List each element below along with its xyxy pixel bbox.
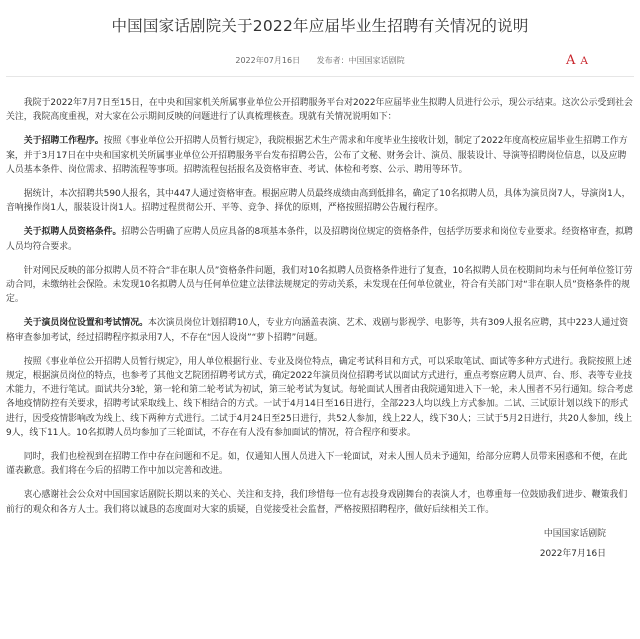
- signature-date: 2022年7月16日: [539, 549, 606, 560]
- signature-org: 中国国家话剧院: [543, 528, 606, 539]
- article-meta: [0, 55, 640, 66]
- paragraph-non-employed: 针对网民反映的部分拟聘人员不符合“非在职人员”资格条件问题，我们对10名拟聘人员资格条件进行了复查，10名拟聘人员在校期间均未与任何单位签订劳动合同，未缴纳社会保险。未发现10名拟聘人员与任何单位建立法律法规规定的劳动关系，未发现在任何单位就业，符合有关部门对“非在职人员”资格条件的规定。: [6, 265, 633, 305]
- publisher: 发布者：中国国家话剧院: [316, 56, 405, 65]
- font-shrink-button[interactable]: A: [580, 55, 588, 67]
- divider: [6, 76, 634, 77]
- paragraph-statistics: 据统计，本次招聘共590人报名，其中447人通过资格审查。根据应聘人员最终成绩由高到低排名，确定了10名拟聘人员，具体为演员岗7人，导演岗1人，音响操作岗1人，服装设计岗1人。招聘过程贯彻公开、平等、竞争、择优的原则，严格按照招聘公告履行程序。: [6, 189, 631, 214]
- paragraph-intro: 我院于2022年7月7日至15日，在中央和国家机关所属事业单位公开招聘服务平台对2022年应届毕业生拟聘人员进行公示，现公示结束。这次公示受到社会关注，我院高度重视，对大家在公示期间反映的问题进行了认真梳理核查。现就有关情况说明如下：: [6, 98, 633, 123]
- paragraph-shortcomings: 同时，我们也检视到在招聘工作中存在问题和不足。如，仅通知人围人员进入下一轮面试，对未人围人员未予通知，给部分应聘人员带来困惑和不便，在此谨表歉意。我们将在今后的招聘工作中加以完善和改进。: [6, 452, 628, 477]
- paragraph-thanks: 衷心感谢社会公众对中国国家话剧院长期以来的关心、关注和支持，我们珍惜每一位有志投身戏剧舞台的表演人才，也尊重每一位鼓励我们进步、鞭策我们前行的观众和各方人士。我们将以诚恳的态度面对大家的质疑，自觉接受社会监督，严格按照招聘程序，做好后续相关工作。: [6, 490, 628, 515]
- page-title: 中国国家话剧院关于2022年应届毕业生招聘有关情况的说明: [111, 17, 529, 35]
- article-body: [6, 96, 634, 561]
- font-enlarge-button[interactable]: A: [566, 53, 576, 68]
- paragraph-procedure: 关于招聘工作程序。按照《事业单位公开招聘人员暂行规定》，我院根据艺术生产需求和年度毕业生接收计划，制定了2022年度高校应届毕业生招聘工作方案，并于3月17日在中央和国家机关所属事业单位公开招聘服务平台发布招聘公告，公布了文秘、财务会计、演员、服装设计、导演等招聘岗位信息，以及应聘人员基本条件、岗位需求、招聘流程等事项。招聘流程包括报名及资格审查、考试、体检和考察、公示、聘用等环节。: [6, 136, 628, 175]
- font-size-controls: [566, 53, 588, 68]
- publish-date: 2022年07月16日: [235, 56, 301, 65]
- paragraph-qualifications: 关于拟聘人员资格条件。招聘公告明确了应聘人员应具备的8项基本条件，以及招聘岗位规定的资格条件，包括学历要求和岗位专业要求。经资格审查，拟聘人员均符合要求。: [6, 227, 633, 252]
- paragraph-exam-method: 按照《事业单位公开招聘人员暂行规定》，用人单位根据行业、专业及岗位特点，确定考试科目和方式，可以采取笔试、面试等多种方式进行。我院按照上述规定，根据演员岗位的特点，也参考了其他文艺院团招聘考试方式，确定2022年演员岗位招聘考试以面试方式进行，重点考察应聘人员声、台、形、表等专业技术能力，不进行笔试。面试共分3轮，第一轮和第二轮考试为初试，第三轮考试为复试。每轮面试人围者由我院通知进入下一轮，未人围者不另行通知。综合考虑各地疫情防控有关要求，招聘考试采取线上、线下相结合的方式。一试于4月14日至16日进行，全部223人均以线上方式参加。二试、三试原计划以线下的形式进行，因受疫情影响改为线上、线下两种方式进行。二试于4月24日至25日进行，共52人参加，线上22人，线下30人；三试于5月2日进行，共20人参加，线上9人，线下11人。10名拟聘人员均参加了三轮面试，不存在有人没有参加面试的情况，符合程序和要求。: [6, 356, 633, 438]
- paragraph-actor-positions: 关于演员岗位设置和考试情况。本次演员岗位计划招聘10人，专业方向涵盖表演、艺术、戏剧与影视学、电影等，共有309人报名应聘，其中223人通过资格审查参加考试，经过招聘程序拟录用7人，不存在“因人设岗”“萝卜招聘”问题。: [6, 318, 629, 343]
